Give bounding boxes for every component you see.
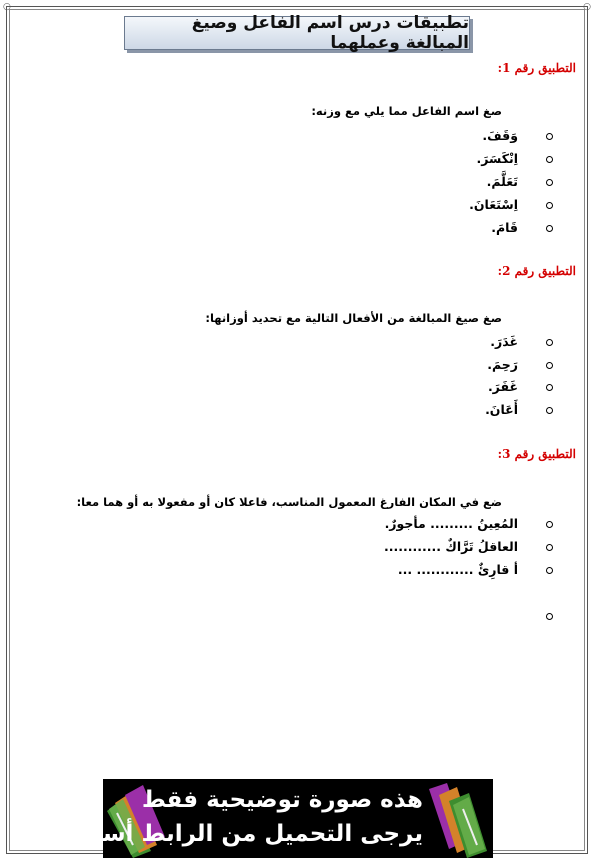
section-1-instruction: صغ اسم الفاعل مما يلي مع وزنه: [311,104,502,118]
bullet-icon [546,225,553,232]
section-2-instruction: صغ صيغ المبالغة من الأفعال التالية مع تحديد أوزانها: [205,311,502,325]
list-item: أَعَانَ. [485,402,518,417]
bullet-icon [546,156,553,163]
page-title [124,13,470,53]
corner-marker-icon: ○ [583,2,591,12]
page-title-text: تطبيقات درس اسم الفاعل وصيغ المبالغة وعملهما [191,13,469,53]
bullet-icon [546,384,553,391]
list-item: غَدَرَ. [490,334,518,349]
banner-line-2: يرجى التحميل من الرابط أسفله [63,821,423,847]
bullet-icon [546,179,553,186]
section-3-heading: التطبيق رقم 3: [497,447,576,461]
list-item: تَعَلَّمَ. [486,174,518,189]
watermark-banner [63,779,493,858]
bullet-icon [546,521,553,528]
list-item: العاقلُ تَرَّاكٌ ............ [384,539,518,554]
corner-marker-icon: ○ [3,2,11,12]
list-item: رَحِمَ. [487,357,518,372]
bullet-icon [546,362,553,369]
bullet-icon [546,339,553,346]
bullet-icon [546,133,553,140]
list-item: غَفَرَ. [487,379,518,394]
list-item: المُعِينُ ......... مأجورٌ. [384,516,518,531]
list-item: وَقَفَ. [482,128,518,143]
banner-line-1: هذه صورة توضيحية فقط [141,787,423,813]
books-icon [423,779,493,858]
section-2-heading: التطبيق رقم 2: [497,264,576,278]
list-item: قَامَ. [491,220,518,235]
list-item: أ قارِئٌ ............ ... [397,562,518,577]
bullet-icon [546,202,553,209]
list-item: اِسْتَعَانَ. [469,197,518,212]
bullet-icon [546,544,553,551]
list-item: اِنْكَسَرَ. [476,151,518,166]
section-1-heading: التطبيق رقم 1: [497,61,576,75]
bullet-icon [546,567,553,574]
section-3-instruction: ضع في المكان الفارغ المعمول المناسب، فاعلا كان أو مفعولا به أو هما معا: [76,495,502,509]
bullet-icon [546,613,553,620]
bullet-icon [546,407,553,414]
